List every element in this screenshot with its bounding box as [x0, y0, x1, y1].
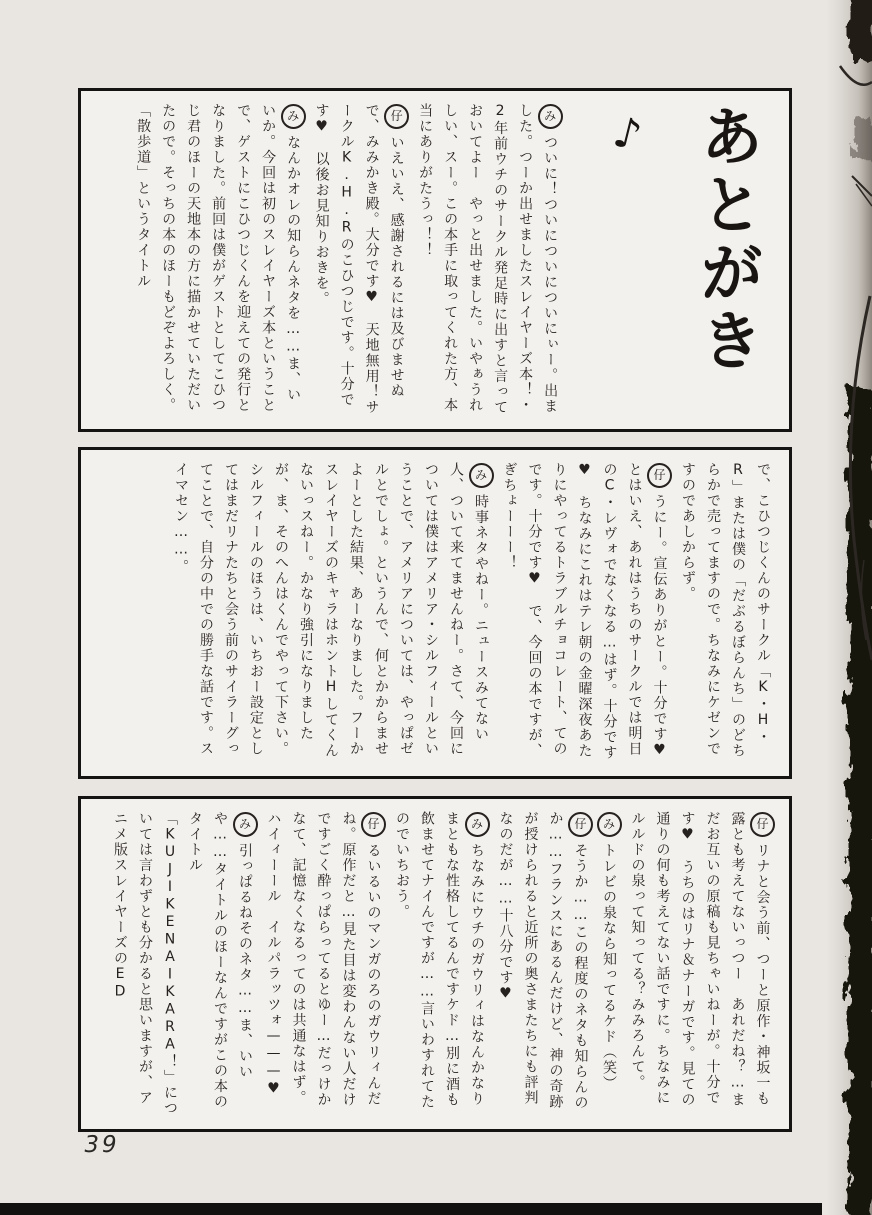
entry-text: 引っぱるねそのネタ……ま、いいや……タイトルのほーなんですがこの本のタイトル「KUJIKENAIKARA！」については言わずとも分かると思いますが、アニメ版スレイヤーズのED	[112, 811, 253, 1116]
entry-text: で、こひつじくんのサークル「K・H・R」または僕の「だぶるぼらんち」のどちらかで売ってますので。ちなみにケゼンですのであしからず。	[680, 462, 771, 759]
afterword-entry	[625, 811, 776, 1117]
entry-text: ついに！ついについについにぃー。出ました。つーか出せましたスレイヤーズ本！・2年前ウチのサークル発足時に出すと言っておいてよー やっと出せました。いやぁうれしい、スー。この本手に取ってくれた方、本当にありがたうっ！！	[417, 103, 559, 415]
speaker-mark: み	[465, 812, 490, 837]
speaker-mark: 仔	[750, 812, 775, 837]
afterword-entry	[389, 811, 490, 1117]
entry-text: リナと会う前、つーと原作・神坂一も露とも考えてないっつー あれだね？…まだお互いの原稿も見ちゃいねーが。十分です♥ うちのはリナ＆ナーガです。見ての通りの何も考えてない話ですに。ちなみにルルドの泉って知ってる？みみろんて。	[629, 811, 771, 1108]
binding-bar	[0, 1203, 822, 1215]
adjacent-page-art	[780, 0, 872, 1215]
speaker-mark: み	[233, 812, 258, 837]
afterword-entry	[497, 462, 673, 775]
music-note-icon: ♪	[597, 103, 658, 164]
entry-text: なんかオレの知らんネタを……ま、いいか。今回は初のスレイヤーズ本ということで、ゲストにこひつじくんを迎えての発行となりました。前回は僕がゲストとしてこひつじ君のほーの天地本の方に描かせていただいたので。そっちの本のほーもどぞよろしく。「散歩道」というタイトル	[135, 103, 302, 413]
speaker-mark: み	[538, 104, 563, 129]
entry-text: いえいえ、感謝されるには及びませぬで、みみかき殿。大分です♥ 天地無用！サークルK.H.Rのこひつじです。十分です♥ 以後お見知りおきを。	[313, 103, 405, 415]
afterword-text-top	[95, 103, 563, 417]
afterword-panel-top	[78, 88, 792, 432]
afterword-entry	[261, 811, 387, 1117]
afterword-text-bottom	[95, 811, 775, 1117]
speaker-mark: み	[281, 104, 306, 129]
afterword-entry	[493, 811, 594, 1117]
speaker-mark: み	[469, 463, 494, 488]
entry-text: るいるいのマンガのろのガウリィんだね。原作だと…見た目は変わんない人だけですごく酔っぱらってるとゆー…だっけかなて、記憶なくなるってのは共通なはず。ハイィーール イルパラッツォ———♥	[265, 811, 382, 1108]
afterword-entry	[675, 462, 775, 764]
entry-text: うにー。宣伝ありがとー。十分です♥ とはいえ、あれはうちのサークルでは明日のC・レヴォでなくなる…はず。十分です♥ ちなみにこれはテレ朝の金曜深夜あたりにやってるトラブルチョコレート、てのです。十分です♥ で、今回の本ですが、ぎちょーーー！	[501, 462, 668, 775]
afterword-title	[577, 103, 775, 417]
speaker-mark: 仔	[361, 812, 386, 837]
speaker-mark: 仔	[384, 104, 409, 129]
afterword-panel-middle	[78, 447, 792, 779]
page-title: あとがき	[689, 103, 763, 375]
page-number: 39	[81, 1132, 122, 1158]
afterword-text-middle	[95, 462, 775, 775]
speaker-mark: 仔	[568, 812, 593, 837]
entry-text: 時事ネタやねー。ニュースみてない人、ついて来てませんねー。さて、今回については僕はアメリア・シルフィールということで、アメリアについては、やっぱゼルとでしょ。というんで、何とかからませよーとした結果、あーなりました。フーかスレイヤーズのキャラはホントHしてくんないっスねー。かなり強引になりましたが、ま、そのへんはくんでやって下さい。シルフィールのほうは、いちおー設定としてはまだリナたちと会う前のサイラーグってことで、自分の中での勝手な話です。スイマセン……。	[173, 462, 489, 759]
speaker-mark: 仔	[647, 463, 672, 488]
afterword-entry	[168, 462, 494, 764]
entry-text: トレビの泉なら知ってるケド（笑）	[601, 843, 617, 1091]
afterword-entry	[412, 103, 563, 417]
afterword-panel-bottom	[78, 796, 792, 1132]
speaker-mark: み	[597, 812, 622, 837]
entry-text: そうか……この程度のネタも知らんのか……フランスにあるんだけど、神の奇跡が授けられると近所の奥さまたちにも評判なのだが……十八分です♥	[497, 811, 589, 1111]
entry-text: ちなみにウチのガウリィはなんかなりまともな性格してるんですケド…別に酒も飲ませてナイんですが……言いわすれてたのでいちおう。	[394, 811, 485, 1110]
afterword-entry	[107, 811, 258, 1117]
afterword-entry	[596, 811, 622, 1117]
afterword-entry	[309, 103, 410, 417]
afterword-entry	[130, 103, 306, 417]
